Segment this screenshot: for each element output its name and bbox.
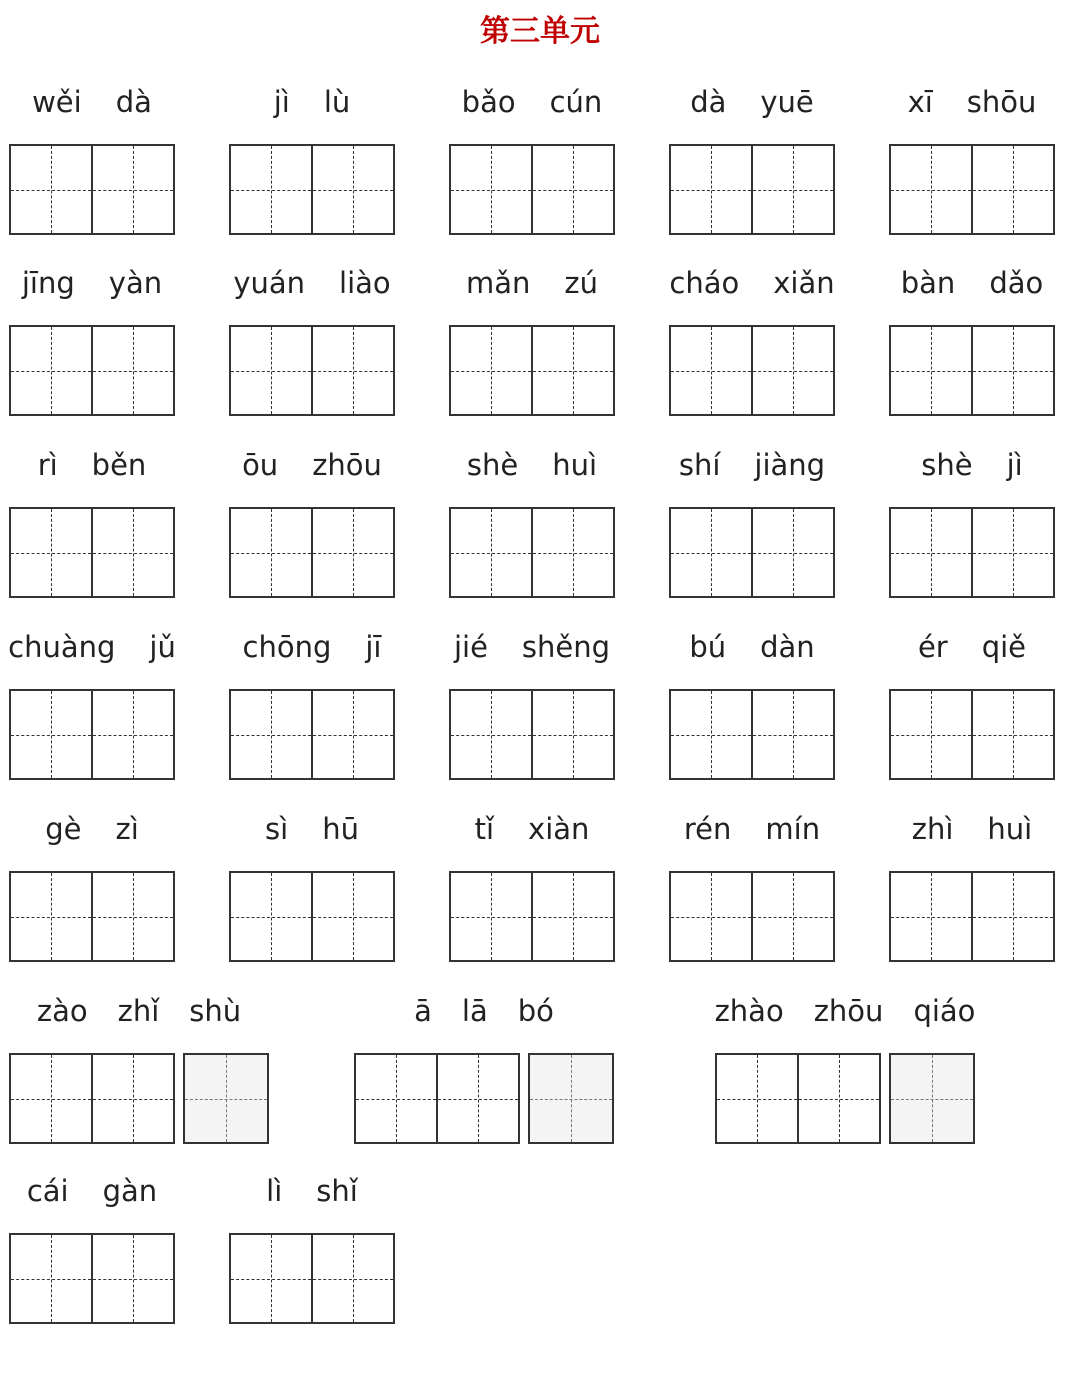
pinyin-syllable: lù [323, 85, 351, 119]
tianzige-box[interactable] [533, 507, 615, 598]
tianzige-box[interactable] [438, 1053, 520, 1144]
guide-line-horizontal [11, 371, 91, 372]
tianzige-box[interactable] [93, 144, 175, 235]
tianzige-box[interactable] [753, 689, 835, 780]
tianzige-box[interactable] [93, 325, 175, 416]
pinyin-label [669, 263, 835, 303]
pinyin-syllable: cháo [669, 266, 740, 300]
pinyin-syllable: lā [461, 994, 488, 1028]
pinyin-syllable: yàn [108, 266, 163, 300]
guide-line-horizontal [313, 190, 393, 191]
pinyin-label [889, 263, 1055, 303]
guide-line-horizontal [93, 553, 173, 554]
guide-line-horizontal [451, 917, 531, 918]
pinyin-syllable: sì [265, 812, 289, 846]
pinyin-label [9, 445, 175, 485]
pinyin-syllable: shōu [966, 85, 1037, 119]
guide-line-horizontal [356, 1099, 436, 1100]
guide-line-horizontal [753, 371, 833, 372]
guide-line-horizontal [891, 735, 971, 736]
tianzige-box[interactable] [449, 871, 533, 962]
pinyin-label [449, 82, 615, 122]
tianzige-box[interactable] [889, 507, 973, 598]
guide-line-horizontal [438, 1099, 518, 1100]
pinyin-syllable: cái [26, 1174, 69, 1208]
guide-line-horizontal [530, 1099, 612, 1100]
pinyin-label [229, 809, 395, 849]
tianzige-box[interactable] [9, 144, 93, 235]
pinyin-syllable: liào [339, 266, 391, 300]
guide-line-horizontal [533, 190, 613, 191]
tianzige-box[interactable] [313, 144, 395, 235]
tianzige-box[interactable] [973, 689, 1055, 780]
tianzige-box[interactable] [229, 871, 313, 962]
guide-line-horizontal [11, 735, 91, 736]
guide-line-horizontal [231, 917, 311, 918]
guide-line-horizontal [11, 917, 91, 918]
pinyin-syllable: shěng [521, 630, 611, 664]
pinyin-syllable: gè [45, 812, 82, 846]
guide-line-horizontal [671, 735, 751, 736]
pinyin-syllable: zhào [714, 994, 784, 1028]
pinyin-label [449, 445, 615, 485]
pinyin-label [229, 1171, 395, 1211]
tianzige-box[interactable] [313, 507, 395, 598]
pinyin-label [9, 1171, 175, 1211]
guide-line-horizontal [891, 190, 971, 191]
guide-line-horizontal [451, 371, 531, 372]
pinyin-syllable: bàn [900, 266, 956, 300]
pinyin-syllable: bú [689, 630, 727, 664]
pinyin-label [669, 627, 835, 667]
pinyin-syllable: yuē [760, 85, 814, 119]
guide-line-horizontal [185, 1099, 267, 1100]
guide-line-horizontal [231, 735, 311, 736]
tianzige-box[interactable] [449, 507, 533, 598]
pinyin-syllable: rén [683, 812, 732, 846]
tianzige-box[interactable] [973, 144, 1055, 235]
guide-line-horizontal [11, 1279, 91, 1280]
tianzige-box[interactable] [669, 871, 753, 962]
tianzige-box[interactable] [533, 144, 615, 235]
guide-line-horizontal [313, 1279, 393, 1280]
tianzige-box[interactable] [229, 1233, 313, 1324]
pinyin-syllable: jié [453, 630, 488, 664]
tianzige-box[interactable] [669, 325, 753, 416]
tianzige-box[interactable] [229, 144, 313, 235]
tianzige-box[interactable] [9, 325, 93, 416]
guide-line-horizontal [753, 190, 833, 191]
tianzige-box[interactable] [449, 689, 533, 780]
pinyin-syllable: shǐ [316, 1174, 358, 1208]
pinyin-syllable: jì [273, 85, 290, 119]
pinyin-syllable: qiě [981, 630, 1027, 664]
tianzige-box[interactable] [9, 507, 93, 598]
guide-line-horizontal [313, 735, 393, 736]
pinyin-syllable: mín [765, 812, 821, 846]
pinyin-syllable: tǐ [474, 812, 495, 846]
guide-line-horizontal [533, 917, 613, 918]
guide-line-horizontal [973, 371, 1053, 372]
pinyin-syllable: chuàng [8, 630, 116, 664]
guide-line-horizontal [753, 735, 833, 736]
pinyin-syllable: ā [414, 994, 432, 1028]
pinyin-syllable: huì [552, 448, 598, 482]
guide-line-horizontal [533, 553, 613, 554]
guide-line-horizontal [11, 1099, 91, 1100]
pinyin-label [229, 445, 395, 485]
tianzige-box[interactable] [669, 689, 753, 780]
tianzige-box[interactable] [799, 1053, 881, 1144]
tianzige-box[interactable] [93, 1233, 175, 1324]
pinyin-syllable: mǎn [465, 266, 531, 300]
tianzige-box[interactable] [753, 507, 835, 598]
tianzige-box[interactable] [889, 325, 973, 416]
pinyin-syllable: lì [266, 1174, 283, 1208]
pinyin-syllable: shè [921, 448, 973, 482]
pinyin-label [449, 809, 615, 849]
pinyin-syllable: ér [917, 630, 948, 664]
guide-line-horizontal [533, 735, 613, 736]
pinyin-label [229, 627, 395, 667]
pinyin-syllable: hū [322, 812, 359, 846]
pinyin-syllable: jī [365, 630, 382, 664]
pinyin-syllable: wěi [32, 85, 82, 119]
pinyin-syllable: xiǎn [773, 266, 835, 300]
tianzige-box[interactable] [889, 689, 973, 780]
tianzige-box[interactable] [753, 871, 835, 962]
pinyin-label [229, 263, 395, 303]
tianzige-box[interactable] [889, 1053, 975, 1144]
pinyin-syllable: dà [690, 85, 727, 119]
tianzige-box[interactable] [973, 507, 1055, 598]
guide-line-horizontal [231, 553, 311, 554]
tianzige-box[interactable] [533, 325, 615, 416]
guide-line-horizontal [891, 917, 971, 918]
guide-line-horizontal [753, 917, 833, 918]
tianzige-box[interactable] [93, 689, 175, 780]
guide-line-horizontal [451, 553, 531, 554]
guide-line-horizontal [93, 190, 173, 191]
guide-line-horizontal [533, 371, 613, 372]
guide-line-horizontal [93, 735, 173, 736]
tianzige-box[interactable] [9, 871, 93, 962]
tianzige-box[interactable] [229, 507, 313, 598]
pinyin-syllable: jì [1006, 448, 1023, 482]
pinyin-label [889, 627, 1055, 667]
pinyin-label [9, 809, 175, 849]
guide-line-horizontal [973, 190, 1053, 191]
pinyin-label [229, 82, 395, 122]
tianzige-box[interactable] [449, 325, 533, 416]
guide-line-horizontal [451, 735, 531, 736]
pinyin-label [669, 809, 835, 849]
tianzige-box[interactable] [313, 871, 395, 962]
guide-line-horizontal [313, 917, 393, 918]
tianzige-box[interactable] [669, 144, 753, 235]
tianzige-box[interactable] [93, 1053, 175, 1144]
pinyin-syllable: jǔ [149, 630, 176, 664]
guide-line-horizontal [451, 190, 531, 191]
tianzige-box[interactable] [313, 1233, 395, 1324]
pinyin-syllable: gàn [102, 1174, 158, 1208]
pinyin-syllable: běn [91, 448, 147, 482]
tianzige-box[interactable] [753, 144, 835, 235]
guide-line-horizontal [891, 371, 971, 372]
tianzige-box[interactable] [354, 1053, 438, 1144]
pinyin-label [9, 263, 175, 303]
tianzige-box[interactable] [753, 325, 835, 416]
tianzige-box[interactable] [9, 1053, 93, 1144]
pinyin-label [889, 809, 1055, 849]
guide-line-horizontal [891, 1099, 973, 1100]
tianzige-box[interactable] [313, 325, 395, 416]
pinyin-syllable: jīng [21, 266, 75, 300]
guide-line-horizontal [93, 1099, 173, 1100]
pinyin-syllable: dà [115, 85, 152, 119]
tianzige-box[interactable] [9, 689, 93, 780]
guide-line-horizontal [717, 1099, 797, 1100]
tianzige-box[interactable] [533, 871, 615, 962]
tianzige-box[interactable] [973, 325, 1055, 416]
pinyin-syllable: chōng [242, 630, 332, 664]
tianzige-box[interactable] [669, 507, 753, 598]
pinyin-syllable: cún [549, 85, 603, 119]
pinyin-syllable: dàn [760, 630, 815, 664]
pinyin-syllable: zhì [911, 812, 954, 846]
pinyin-syllable: zào [36, 994, 88, 1028]
pinyin-label [9, 82, 175, 122]
tianzige-box[interactable] [715, 1053, 799, 1144]
pinyin-syllable: dǎo [989, 266, 1044, 300]
pinyin-syllable: zhǐ [117, 994, 160, 1028]
guide-line-horizontal [799, 1099, 879, 1100]
guide-line-horizontal [231, 190, 311, 191]
tianzige-box[interactable] [229, 325, 313, 416]
pinyin-label [715, 991, 975, 1031]
pinyin-syllable: jiàng [754, 448, 826, 482]
guide-line-horizontal [671, 553, 751, 554]
tianzige-box[interactable] [449, 144, 533, 235]
tianzige-box[interactable] [93, 871, 175, 962]
tianzige-box[interactable] [528, 1053, 614, 1144]
pinyin-syllable: ōu [242, 448, 279, 482]
pinyin-syllable: shù [189, 994, 242, 1028]
guide-line-horizontal [973, 553, 1053, 554]
pinyin-label [889, 445, 1055, 485]
pinyin-syllable: bó [517, 994, 554, 1028]
guide-line-horizontal [93, 371, 173, 372]
guide-line-horizontal [671, 190, 751, 191]
guide-line-horizontal [753, 553, 833, 554]
guide-line-horizontal [313, 553, 393, 554]
pinyin-syllable: zì [115, 812, 139, 846]
pinyin-syllable: yuán [233, 266, 306, 300]
guide-line-horizontal [973, 917, 1053, 918]
guide-line-horizontal [671, 917, 751, 918]
pinyin-syllable: zú [564, 266, 598, 300]
pinyin-label [9, 627, 175, 667]
guide-line-horizontal [11, 190, 91, 191]
guide-line-horizontal [93, 917, 173, 918]
pinyin-label [449, 263, 615, 303]
pinyin-syllable: shí [678, 448, 721, 482]
pinyin-label [354, 991, 614, 1031]
guide-line-horizontal [891, 553, 971, 554]
tianzige-box[interactable] [533, 689, 615, 780]
pinyin-syllable: bǎo [461, 85, 516, 119]
tianzige-box[interactable] [183, 1053, 269, 1144]
pinyin-syllable: huì [987, 812, 1033, 846]
pinyin-syllable: zhōu [813, 994, 884, 1028]
pinyin-label [669, 445, 835, 485]
guide-line-horizontal [313, 371, 393, 372]
guide-line-horizontal [973, 735, 1053, 736]
pinyin-label [889, 82, 1055, 122]
guide-line-horizontal [671, 371, 751, 372]
tianzige-box[interactable] [889, 871, 973, 962]
guide-line-horizontal [231, 1279, 311, 1280]
guide-line-horizontal [93, 1279, 173, 1280]
tianzige-box[interactable] [9, 1233, 93, 1324]
tianzige-box[interactable] [93, 507, 175, 598]
pinyin-syllable: rì [37, 448, 58, 482]
pinyin-syllable: xī [907, 85, 933, 119]
pinyin-label [449, 627, 615, 667]
tianzige-box[interactable] [313, 689, 395, 780]
pinyin-syllable: xiàn [528, 812, 590, 846]
pinyin-syllable: shè [466, 448, 519, 482]
tianzige-box[interactable] [229, 689, 313, 780]
pinyin-syllable: zhōu [312, 448, 382, 482]
guide-line-horizontal [231, 371, 311, 372]
pinyin-label [9, 991, 269, 1031]
guide-line-horizontal [11, 553, 91, 554]
tianzige-box[interactable] [973, 871, 1055, 962]
pinyin-label [669, 82, 835, 122]
page-title: 第三单元 [480, 14, 600, 49]
pinyin-syllable: qiáo [913, 994, 976, 1028]
tianzige-box[interactable] [889, 144, 973, 235]
